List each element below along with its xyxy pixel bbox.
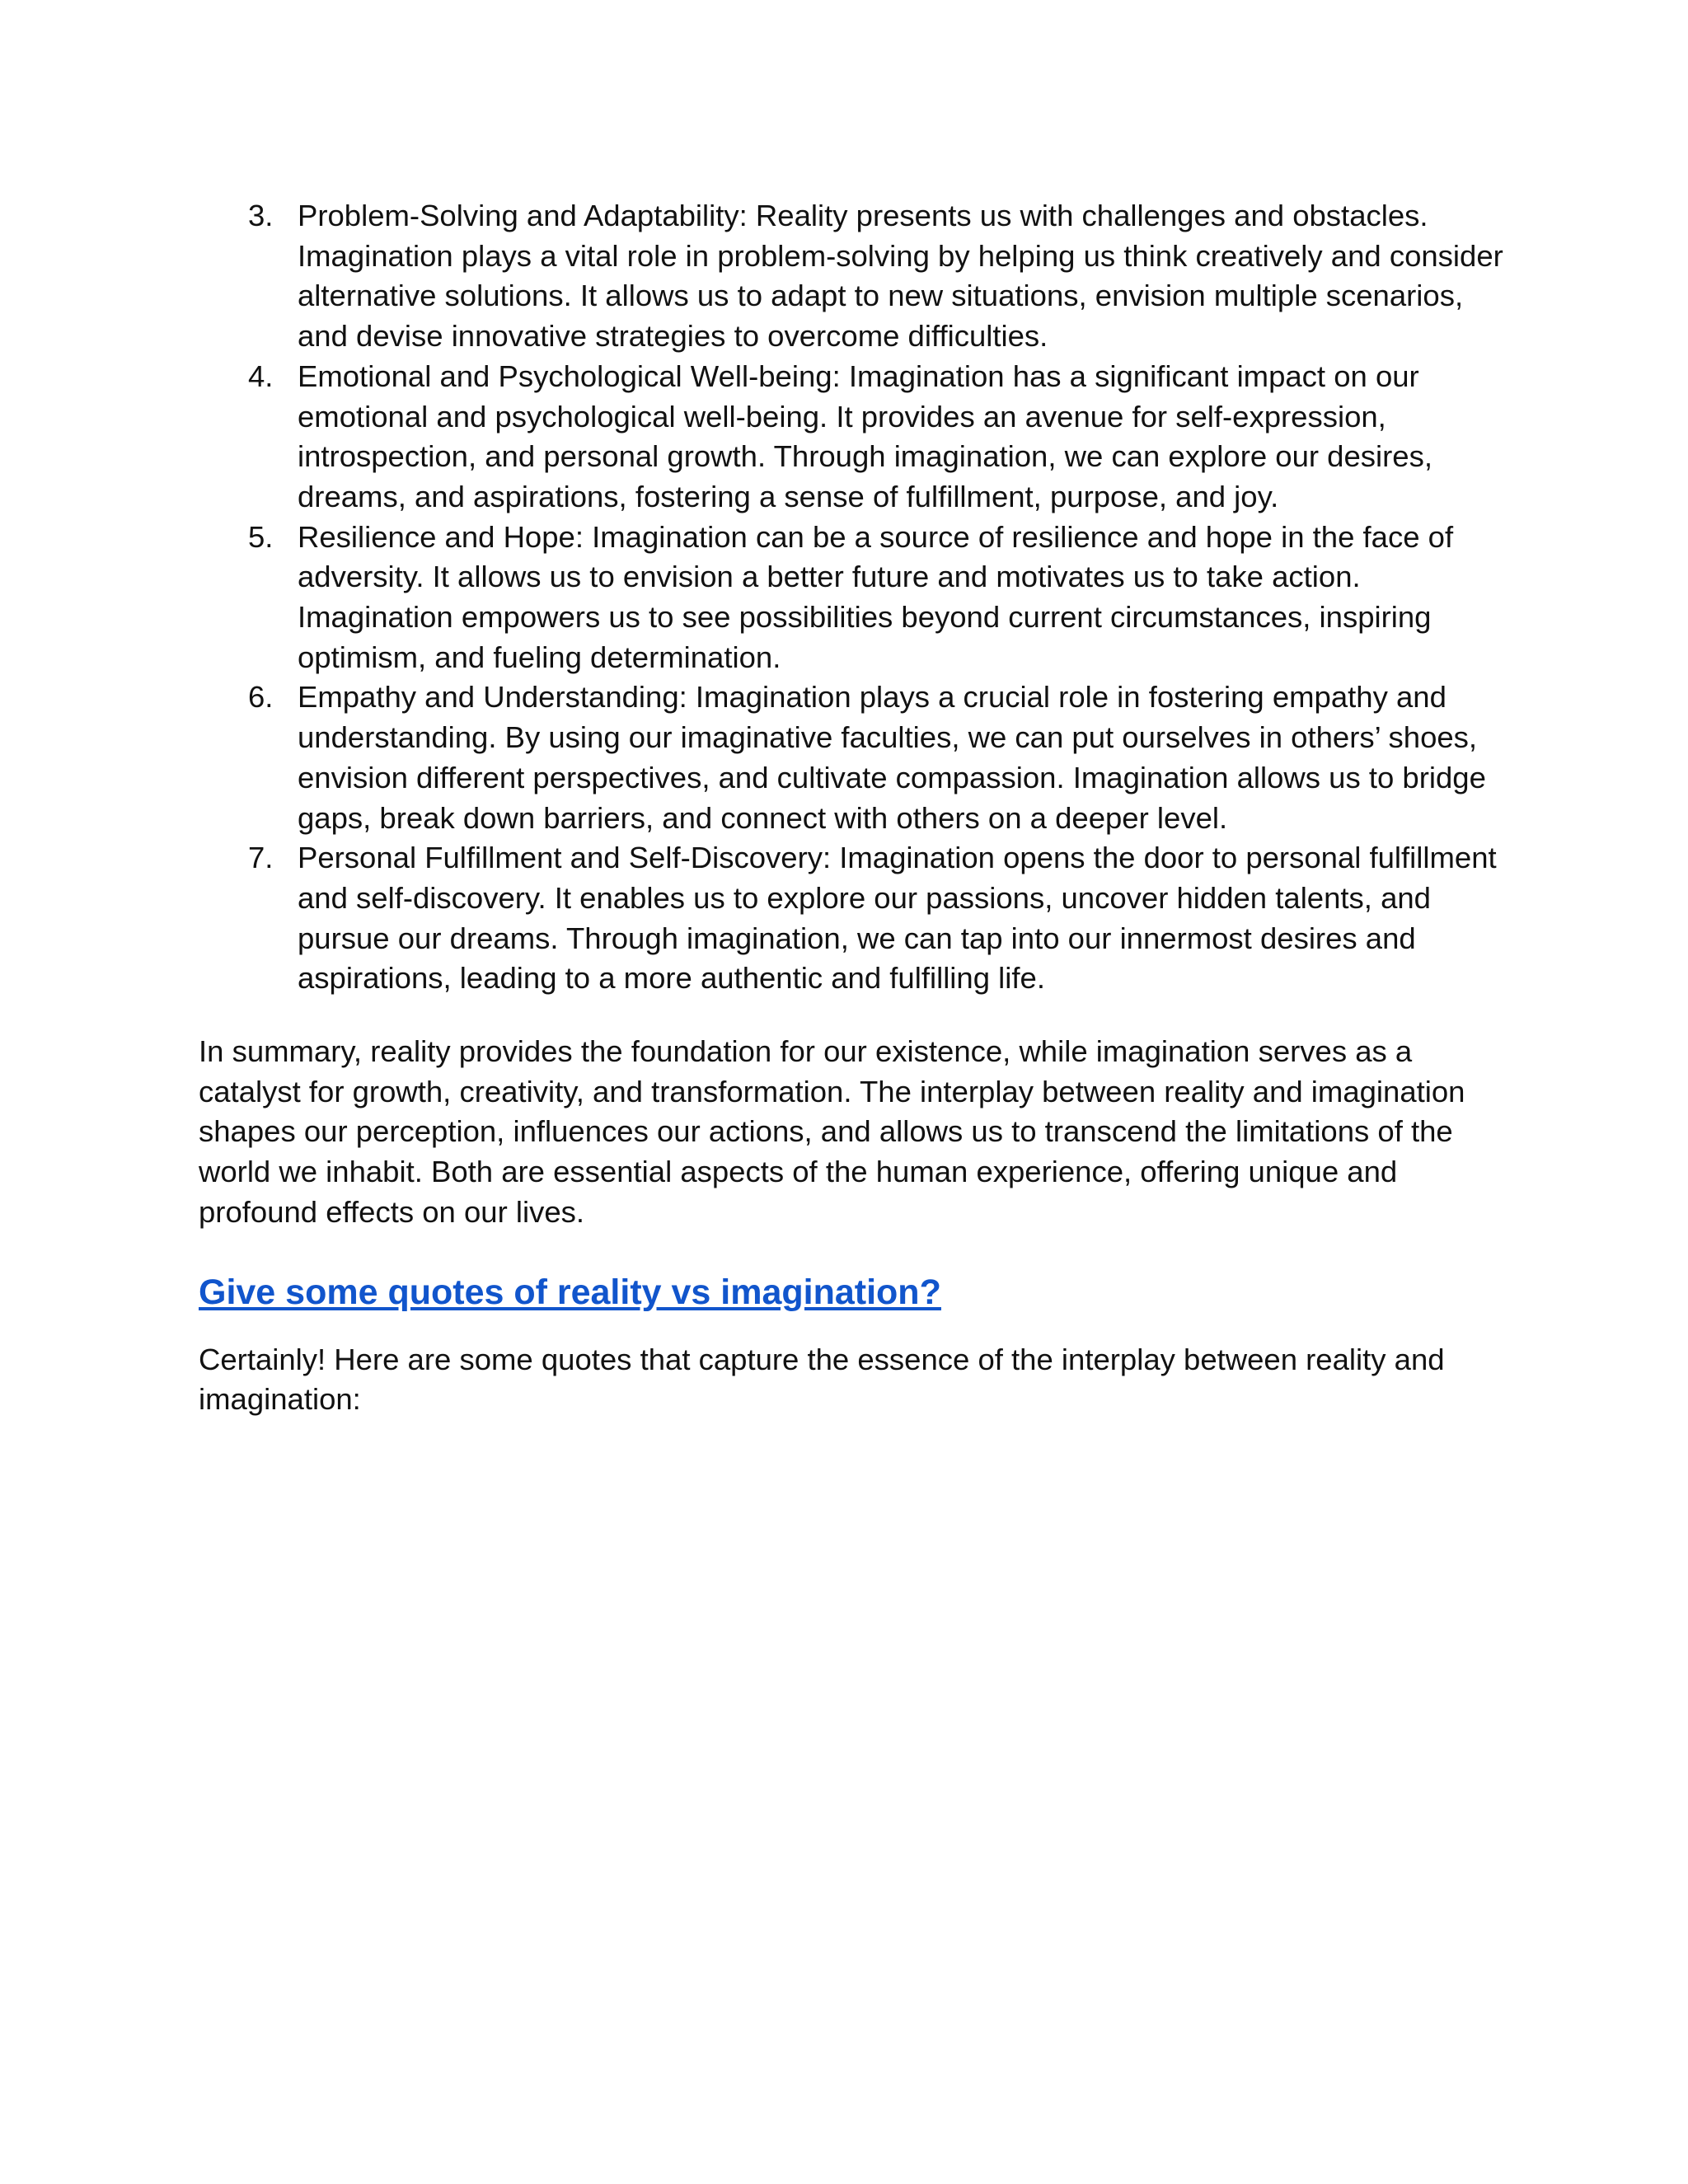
list-item-number: 3.: [248, 199, 274, 232]
list-item-number: 6.: [248, 680, 274, 715]
list-item: [199, 357, 1509, 518]
section-heading-link[interactable]: Give some quotes of reality vs imagination?: [199, 1272, 941, 1312]
document-content: [199, 196, 1509, 1420]
list-item-number: 7.: [248, 841, 274, 875]
list-item-text: Resilience and Hope: Imagination can be a source of resilience and hope in the face of adversity. It allows us to envision a better future and motivates us to take action. Imagination empowers us to see possibilities beyond current circumstances, inspiring optimism, and fueling determination.: [298, 519, 1454, 674]
list-item-text: Personal Fulfillment and Self-Discovery: Imagination opens the door to personal fulfillment and self-discovery. It enables us to explore our passions, uncover hidden talents, and pursue our dreams. Through imagination, we can tap into our innermost desires and aspirations, leading to a more authentic and fulfilling life.: [298, 841, 1497, 996]
summary-paragraph: In summary, reality provides the foundation for our existence, while imagination serves as a catalyst for growth, creativity, and transformation. The interplay between reality and imagination shapes our perception, influences our actions, and allows us to transcend the limitations of the world we inhabit. Both are essential aspects of the human experience, offering unique and profound effects on our lives.: [199, 1034, 1465, 1229]
list-item-number: 4.: [248, 359, 274, 393]
list-item: [199, 518, 1509, 678]
numbered-list: [199, 196, 1509, 999]
list-item-number: 5.: [248, 519, 274, 554]
section-heading: [199, 1269, 1509, 1315]
list-item-text: Problem-Solving and Adaptability: Reality presents us with challenges and obstacles. Imagination plays a vital role in problem-solving by helping us think creatively and consider alternative solutions. It allows us to adapt to new situations, envision multiple scenarios, and devise innovative strategies to overcome difficulties.: [298, 199, 1503, 354]
list-item: [199, 838, 1509, 999]
list-item-text: Empathy and Understanding: Imagination plays a crucial role in fostering empathy and understanding. By using our imaginative faculties, we can put ourselves in others’ shoes, envision different perspectives, and cultivate compassion. Imagination allows us to bridge gaps, break down barriers, and connect with others on a deeper level.: [298, 680, 1486, 835]
intro-paragraph: Certainly! Here are some quotes that capture the essence of the interplay between reality and imagination:: [199, 1342, 1445, 1417]
list-item: [199, 196, 1509, 357]
list-item-text: Emotional and Psychological Well-being: Imagination has a significant impact on our emotional and psychological well-being. It provides an avenue for self-expression, introspection, and personal growth. Through imagination, we can explore our desires, dreams, and aspirations, fostering a sense of fulfillment, purpose, and joy.: [298, 359, 1432, 513]
list-item: [199, 677, 1509, 838]
